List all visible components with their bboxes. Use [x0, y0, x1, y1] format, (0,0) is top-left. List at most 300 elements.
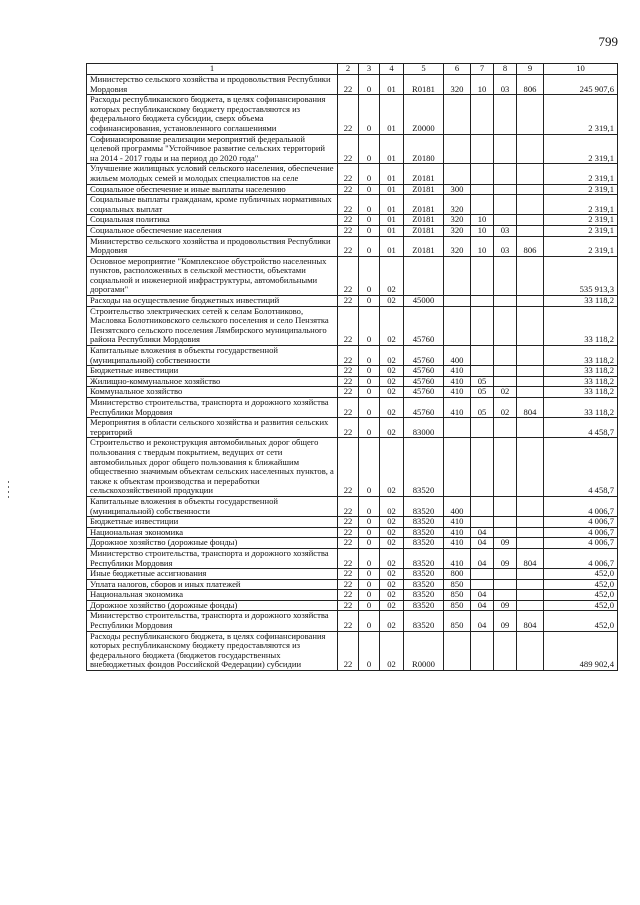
table-row	[87, 184, 618, 195]
program-code-cell: 0	[359, 366, 380, 377]
direction-code-cell: 83520	[404, 600, 444, 611]
direction-code-cell: 83520	[404, 569, 444, 580]
direction-code-cell: 45760	[404, 376, 444, 387]
table-row	[87, 398, 618, 418]
table-row	[87, 256, 618, 295]
amount-cell: 33 118,2	[544, 346, 618, 366]
table-row	[87, 225, 618, 236]
table-row	[87, 134, 618, 164]
program-code-cell: 0	[359, 611, 380, 631]
expense-name-cell: Улучшение жилищных условий сельского населения, обеспечение жильем молодых семей и молодых специалистов на селе	[87, 164, 338, 184]
section-cell	[471, 346, 494, 366]
amount-cell: 33 118,2	[544, 366, 618, 377]
amount-cell: 489 902,4	[544, 631, 618, 670]
direction-code-cell: 83520	[404, 611, 444, 631]
subsection-cell: 09	[494, 611, 517, 631]
section-cell: 04	[471, 600, 494, 611]
amount-cell: 452,0	[544, 600, 618, 611]
program-code-cell: 0	[359, 569, 380, 580]
subprogram-code-cell: 02	[380, 631, 404, 670]
program-code-cell: 0	[359, 527, 380, 538]
program-code-cell: 0	[359, 579, 380, 590]
program-code-cell: 0	[359, 600, 380, 611]
program-code-cell: 0	[359, 631, 380, 670]
department-code-cell	[517, 376, 544, 387]
ministry-code-cell: 22	[338, 579, 359, 590]
direction-code-cell: Z0180	[404, 134, 444, 164]
department-code-cell	[517, 184, 544, 195]
ministry-code-cell: 22	[338, 496, 359, 516]
header-cell: 2	[338, 64, 359, 75]
table-row	[87, 346, 618, 366]
table-row	[87, 600, 618, 611]
program-code-cell: 0	[359, 95, 380, 134]
subprogram-code-cell: 02	[380, 611, 404, 631]
table-row	[87, 517, 618, 528]
section-cell: 04	[471, 590, 494, 601]
subprogram-code-cell: 02	[380, 256, 404, 295]
expense-type-cell: 320	[444, 75, 471, 95]
expense-type-cell: 800	[444, 569, 471, 580]
expense-name-cell: Основное мероприятие "Комплексное обустройство населенных пунктов, расположенных в сельской местности, объектами социальной и инженерной инфраструктуры, автомобильными дорогами"	[87, 256, 338, 295]
expense-type-cell: 300	[444, 184, 471, 195]
section-cell	[471, 296, 494, 307]
subprogram-code-cell: 02	[380, 579, 404, 590]
ministry-code-cell: 22	[338, 438, 359, 497]
amount-cell: 4 006,7	[544, 527, 618, 538]
subprogram-code-cell: 02	[380, 538, 404, 549]
table-row	[87, 579, 618, 590]
department-code-cell	[517, 225, 544, 236]
expense-type-cell	[444, 438, 471, 497]
expense-name-cell: Министерство строительства, транспорта и дорожного хозяйства Республики Мордовия	[87, 398, 338, 418]
table-row	[87, 631, 618, 670]
subprogram-code-cell: 02	[380, 366, 404, 377]
subsection-cell: 09	[494, 548, 517, 568]
direction-code-cell: Z0181	[404, 164, 444, 184]
ministry-code-cell: 22	[338, 376, 359, 387]
expense-type-cell: 410	[444, 527, 471, 538]
amount-cell: 4 006,7	[544, 517, 618, 528]
subprogram-code-cell: 02	[380, 296, 404, 307]
amount-cell: 2 319,1	[544, 95, 618, 134]
amount-cell: 452,0	[544, 579, 618, 590]
expense-name-cell: Капитальные вложения в объекты государственной (муниципальной) собственности	[87, 496, 338, 516]
ministry-code-cell: 22	[338, 256, 359, 295]
section-cell: 05	[471, 376, 494, 387]
department-code-cell: 806	[517, 236, 544, 256]
direction-code-cell: 83520	[404, 548, 444, 568]
ministry-code-cell: 22	[338, 569, 359, 580]
department-code-cell	[517, 296, 544, 307]
expense-name-cell: Уплата налогов, сборов и иных платежей	[87, 579, 338, 590]
expense-name-cell: Министерство сельского хозяйства и продовольствия Республики Мордовия	[87, 236, 338, 256]
table-row	[87, 215, 618, 226]
ministry-code-cell: 22	[338, 164, 359, 184]
direction-code-cell: 45760	[404, 398, 444, 418]
program-code-cell: 0	[359, 398, 380, 418]
header-cell: 9	[517, 64, 544, 75]
expense-type-cell	[444, 164, 471, 184]
subprogram-code-cell: 02	[380, 548, 404, 568]
amount-cell: 33 118,2	[544, 387, 618, 398]
department-code-cell	[517, 527, 544, 538]
header-cell: 7	[471, 64, 494, 75]
amount-cell: 452,0	[544, 590, 618, 601]
section-cell	[471, 256, 494, 295]
ministry-code-cell: 22	[338, 236, 359, 256]
amount-cell: 33 118,2	[544, 306, 618, 345]
department-code-cell	[517, 579, 544, 590]
department-code-cell: 806	[517, 75, 544, 95]
subprogram-code-cell: 02	[380, 600, 404, 611]
subprogram-code-cell: 01	[380, 95, 404, 134]
program-code-cell: 0	[359, 538, 380, 549]
amount-cell: 33 118,2	[544, 376, 618, 387]
department-code-cell	[517, 306, 544, 345]
direction-code-cell: 45760	[404, 387, 444, 398]
direction-code-cell: Z0181	[404, 195, 444, 215]
section-cell: 04	[471, 611, 494, 631]
direction-code-cell: Z0000	[404, 95, 444, 134]
subsection-cell: 09	[494, 600, 517, 611]
ministry-code-cell: 22	[338, 195, 359, 215]
department-code-cell	[517, 215, 544, 226]
subprogram-code-cell: 02	[380, 418, 404, 438]
subprogram-code-cell: 02	[380, 398, 404, 418]
header-cell: 1	[87, 64, 338, 75]
program-code-cell: 0	[359, 517, 380, 528]
subsection-cell	[494, 184, 517, 195]
program-code-cell: 0	[359, 75, 380, 95]
section-cell	[471, 306, 494, 345]
ministry-code-cell: 22	[338, 215, 359, 226]
table-row	[87, 296, 618, 307]
expense-name-cell: Дорожное хозяйство (дорожные фонды)	[87, 600, 338, 611]
direction-code-cell: 45760	[404, 306, 444, 345]
department-code-cell	[517, 600, 544, 611]
program-code-cell: 0	[359, 346, 380, 366]
section-cell: 04	[471, 538, 494, 549]
header-cell: 8	[494, 64, 517, 75]
expense-type-cell: 400	[444, 496, 471, 516]
program-code-cell: 0	[359, 590, 380, 601]
section-cell: 10	[471, 236, 494, 256]
subsection-cell	[494, 215, 517, 226]
subsection-cell	[494, 164, 517, 184]
table-row	[87, 387, 618, 398]
ministry-code-cell: 22	[338, 517, 359, 528]
expense-type-cell: 320	[444, 225, 471, 236]
direction-code-cell: R0000	[404, 631, 444, 670]
ministry-code-cell: 22	[338, 95, 359, 134]
subsection-cell: 03	[494, 236, 517, 256]
table-row	[87, 306, 618, 345]
ministry-code-cell: 22	[338, 387, 359, 398]
subprogram-code-cell: 01	[380, 164, 404, 184]
section-cell: 04	[471, 548, 494, 568]
department-code-cell	[517, 366, 544, 377]
expense-name-cell: Социальное обеспечение населения	[87, 225, 338, 236]
subsection-cell	[494, 527, 517, 538]
department-code-cell	[517, 438, 544, 497]
header-cell: 6	[444, 64, 471, 75]
program-code-cell: 0	[359, 418, 380, 438]
direction-code-cell: 83520	[404, 438, 444, 497]
header-cell: 3	[359, 64, 380, 75]
direction-code-cell: Z0181	[404, 236, 444, 256]
amount-cell: 2 319,1	[544, 195, 618, 215]
section-cell: 10	[471, 225, 494, 236]
subsection-cell: 03	[494, 75, 517, 95]
table-row	[87, 366, 618, 377]
program-code-cell: 0	[359, 387, 380, 398]
direction-code-cell: 83520	[404, 527, 444, 538]
expense-type-cell: 410	[444, 548, 471, 568]
department-code-cell	[517, 569, 544, 580]
table-row	[87, 590, 618, 601]
direction-code-cell: 83520	[404, 517, 444, 528]
table-row	[87, 164, 618, 184]
expense-type-cell: 410	[444, 398, 471, 418]
expense-type-cell: 850	[444, 600, 471, 611]
expense-type-cell	[444, 296, 471, 307]
direction-code-cell: 45000	[404, 296, 444, 307]
expense-type-cell: 850	[444, 579, 471, 590]
table-row	[87, 236, 618, 256]
expense-name-cell: Дорожное хозяйство (дорожные фонды)	[87, 538, 338, 549]
subsection-cell	[494, 631, 517, 670]
subprogram-code-cell: 01	[380, 134, 404, 164]
section-cell: 05	[471, 387, 494, 398]
amount-cell: 33 118,2	[544, 296, 618, 307]
program-code-cell: 0	[359, 195, 380, 215]
subsection-cell	[494, 256, 517, 295]
program-code-cell: 0	[359, 496, 380, 516]
subprogram-code-cell: 02	[380, 346, 404, 366]
direction-code-cell: Z0181	[404, 215, 444, 226]
direction-code-cell: 83520	[404, 538, 444, 549]
ministry-code-cell: 22	[338, 398, 359, 418]
table-row	[87, 438, 618, 497]
subsection-cell	[494, 134, 517, 164]
amount-cell: 4 006,7	[544, 538, 618, 549]
subprogram-code-cell: 02	[380, 590, 404, 601]
amount-cell: 4 458,7	[544, 418, 618, 438]
amount-cell: 4 458,7	[544, 438, 618, 497]
program-code-cell: 0	[359, 548, 380, 568]
ministry-code-cell: 22	[338, 296, 359, 307]
ministry-code-cell: 22	[338, 590, 359, 601]
expense-name-cell: Министерство строительства, транспорта и дорожного хозяйства Республики Мордовия	[87, 548, 338, 568]
direction-code-cell: 83520	[404, 579, 444, 590]
ministry-code-cell: 22	[338, 306, 359, 345]
amount-cell: 452,0	[544, 611, 618, 631]
amount-cell: 2 319,1	[544, 236, 618, 256]
ministry-code-cell: 22	[338, 600, 359, 611]
section-cell	[471, 195, 494, 215]
expense-type-cell: 410	[444, 387, 471, 398]
expense-name-cell: Министерство сельского хозяйства и продовольствия Республики Мордовия	[87, 75, 338, 95]
subsection-cell	[494, 418, 517, 438]
amount-cell: 2 319,1	[544, 225, 618, 236]
section-cell	[471, 366, 494, 377]
expense-type-cell: 320	[444, 195, 471, 215]
expense-name-cell: Коммунальное хозяйство	[87, 387, 338, 398]
ministry-code-cell: 22	[338, 631, 359, 670]
subprogram-code-cell: 02	[380, 517, 404, 528]
program-code-cell: 0	[359, 306, 380, 345]
department-code-cell	[517, 517, 544, 528]
expense-name-cell: Расходы на осуществление бюджетных инвестиций	[87, 296, 338, 307]
subsection-cell: 02	[494, 398, 517, 418]
expense-type-cell: 410	[444, 366, 471, 377]
expense-name-cell: Национальная экономика	[87, 590, 338, 601]
section-cell	[471, 164, 494, 184]
subprogram-code-cell: 01	[380, 215, 404, 226]
expense-type-cell	[444, 631, 471, 670]
department-code-cell: 804	[517, 398, 544, 418]
section-cell	[471, 631, 494, 670]
table-row	[87, 95, 618, 134]
direction-code-cell: 45760	[404, 366, 444, 377]
ministry-code-cell: 22	[338, 548, 359, 568]
amount-cell: 4 006,7	[544, 496, 618, 516]
section-cell	[471, 569, 494, 580]
ministry-code-cell: 22	[338, 225, 359, 236]
subprogram-code-cell: 01	[380, 184, 404, 195]
table-row	[87, 75, 618, 95]
subprogram-code-cell: 02	[380, 306, 404, 345]
table-row	[87, 548, 618, 568]
header-cell: 4	[380, 64, 404, 75]
section-cell	[471, 134, 494, 164]
department-code-cell	[517, 538, 544, 549]
ministry-code-cell: 22	[338, 527, 359, 538]
program-code-cell: 0	[359, 164, 380, 184]
table-header-row	[87, 64, 618, 75]
department-code-cell	[517, 95, 544, 134]
expense-name-cell: Иные бюджетные ассигнования	[87, 569, 338, 580]
expense-type-cell	[444, 418, 471, 438]
department-code-cell	[517, 256, 544, 295]
ministry-code-cell: 22	[338, 366, 359, 377]
ministry-code-cell: 22	[338, 418, 359, 438]
section-cell	[471, 438, 494, 497]
subprogram-code-cell: 01	[380, 195, 404, 215]
expense-type-cell: 410	[444, 538, 471, 549]
subsection-cell	[494, 569, 517, 580]
table-row	[87, 527, 618, 538]
subprogram-code-cell: 02	[380, 496, 404, 516]
subsection-cell	[494, 517, 517, 528]
program-code-cell: 0	[359, 376, 380, 387]
subsection-cell	[494, 376, 517, 387]
expense-name-cell: Бюджетные инвестиции	[87, 517, 338, 528]
subsection-cell: 09	[494, 538, 517, 549]
section-cell: 10	[471, 215, 494, 226]
department-code-cell	[517, 418, 544, 438]
expense-name-cell: Софинансирование реализации мероприятий федеральной целевой программы "Устойчивое развитие сельских территорий на 2014 - 2017 годы и на период до 2020 года"	[87, 134, 338, 164]
program-code-cell: 0	[359, 256, 380, 295]
expense-type-cell	[444, 134, 471, 164]
expense-type-cell: 320	[444, 215, 471, 226]
margin-marks	[8, 478, 12, 501]
section-cell	[471, 579, 494, 590]
expense-name-cell: Расходы республиканского бюджета, в целях софинансирования которых республиканскому бюджету предоставляются из федерального бюджета (бюджетов государственных внебюджетных фондов Российской Федерации) субсидии	[87, 631, 338, 670]
subsection-cell	[494, 346, 517, 366]
subsection-cell: 03	[494, 225, 517, 236]
section-cell: 05	[471, 398, 494, 418]
ministry-code-cell: 22	[338, 611, 359, 631]
subprogram-code-cell: 02	[380, 527, 404, 538]
expense-name-cell: Строительство электрических сетей к селам Болотниково, Масловка Болотниковского сельского поселения и село Пензятка Пензятского сельского поселения Лямбирского муниципального района Республики Мордовия	[87, 306, 338, 345]
subsection-cell	[494, 195, 517, 215]
direction-code-cell	[404, 256, 444, 295]
department-code-cell: 804	[517, 611, 544, 631]
subsection-cell	[494, 366, 517, 377]
table-row	[87, 611, 618, 631]
expense-type-cell	[444, 256, 471, 295]
amount-cell: 4 006,7	[544, 548, 618, 568]
subsection-cell	[494, 496, 517, 516]
department-code-cell	[517, 387, 544, 398]
subprogram-code-cell: 02	[380, 438, 404, 497]
expense-type-cell: 400	[444, 346, 471, 366]
expense-type-cell: 320	[444, 236, 471, 256]
program-code-cell: 0	[359, 236, 380, 256]
department-code-cell: 804	[517, 548, 544, 568]
amount-cell: 2 319,1	[544, 134, 618, 164]
subprogram-code-cell: 01	[380, 236, 404, 256]
section-cell	[471, 517, 494, 528]
table-body	[87, 75, 618, 671]
section-cell	[471, 95, 494, 134]
amount-cell: 245 907,6	[544, 75, 618, 95]
expense-type-cell: 410	[444, 376, 471, 387]
header-cell: 5	[404, 64, 444, 75]
section-cell	[471, 418, 494, 438]
amount-cell: 535 913,3	[544, 256, 618, 295]
amount-cell: 2 319,1	[544, 164, 618, 184]
subprogram-code-cell: 02	[380, 387, 404, 398]
expense-name-cell: Строительство и реконструкция автомобильных дорог общего пользования с твердым покрытием, ведущих от сети автомобильных дорог общего пользования к ближайшим общественно значимым объектам сельских населенных пунктов, а также к объектам производства и переработки сельскохозяйственной продукции	[87, 438, 338, 497]
expense-type-cell	[444, 306, 471, 345]
direction-code-cell: R0181	[404, 75, 444, 95]
department-code-cell	[517, 164, 544, 184]
amount-cell: 33 118,2	[544, 398, 618, 418]
subprogram-code-cell: 02	[380, 376, 404, 387]
subprogram-code-cell: 01	[380, 75, 404, 95]
subsection-cell	[494, 579, 517, 590]
section-cell: 04	[471, 527, 494, 538]
page-number: 799	[598, 34, 618, 49]
ministry-code-cell: 22	[338, 184, 359, 195]
department-code-cell	[517, 496, 544, 516]
department-code-cell	[517, 346, 544, 366]
program-code-cell: 0	[359, 225, 380, 236]
program-code-cell: 0	[359, 134, 380, 164]
table-row	[87, 376, 618, 387]
section-cell: 10	[471, 75, 494, 95]
direction-code-cell: 83000	[404, 418, 444, 438]
budget-table	[86, 63, 618, 671]
table-row	[87, 195, 618, 215]
expense-name-cell: Национальная экономика	[87, 527, 338, 538]
direction-code-cell: 83520	[404, 496, 444, 516]
table-row	[87, 569, 618, 580]
department-code-cell	[517, 195, 544, 215]
